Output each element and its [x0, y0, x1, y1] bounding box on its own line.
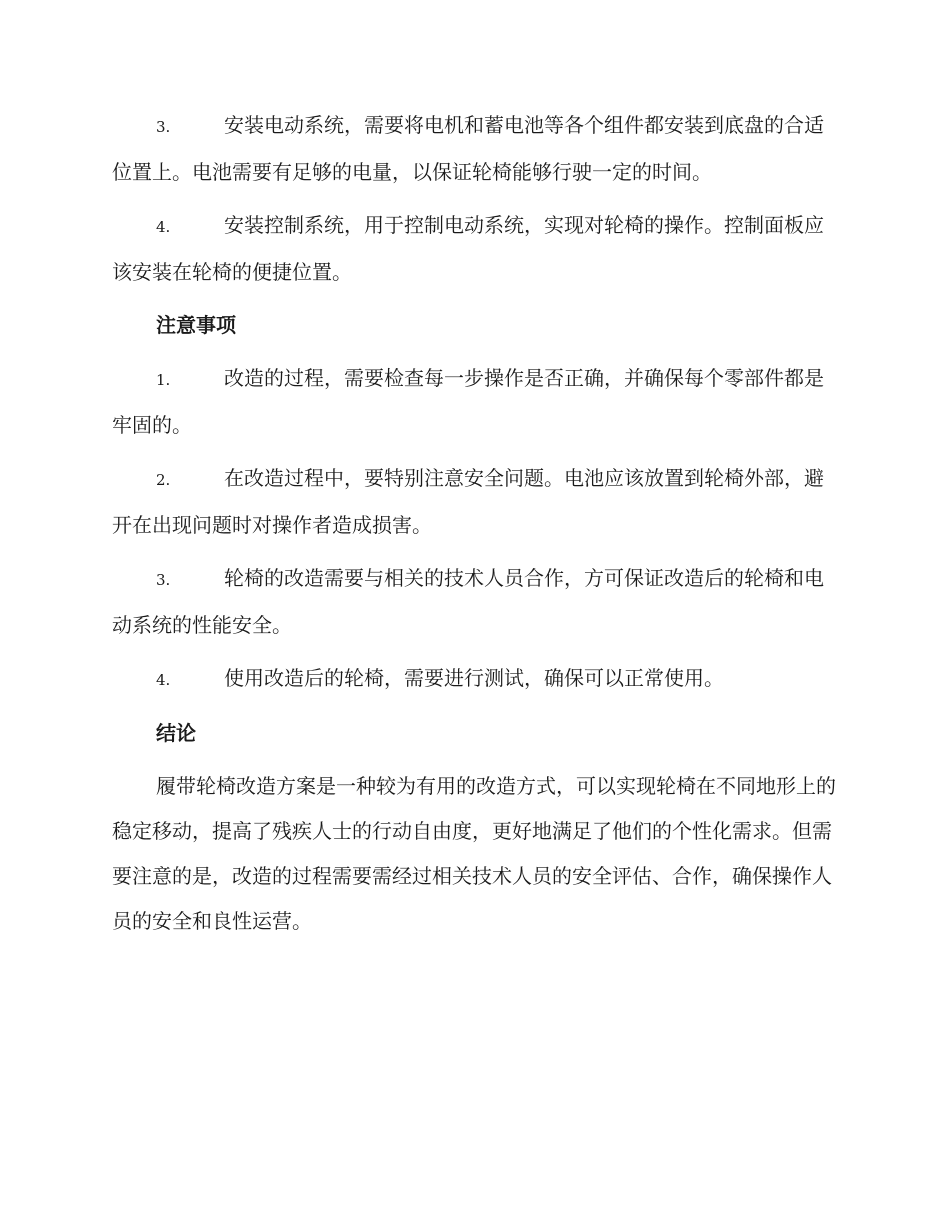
step-number: 3.	[156, 118, 171, 136]
note-text: 使用改造后的轮椅，需要进行测试，确保可以正常使用。	[224, 666, 724, 690]
step-item	[112, 203, 838, 295]
note-text: 改造的过程，需要检查每一步操作是否正确，并确保每个零部件都是牢固的。	[112, 366, 824, 437]
step-item	[112, 103, 838, 195]
note-number: 2.	[156, 471, 171, 489]
document-body	[112, 103, 838, 944]
note-number: 4.	[156, 671, 171, 689]
conclusion-paragraph: 履带轮椅改造方案是一种较为有用的改造方式，可以实现轮椅在不同地形上的稳定移动，提高了残疾人士的行动自由度，更好地满足了他们的个性化需求。但需要注意的是，改造的过程需要需经过相关技术人员的安全评估、合作，确保操作人员的安全和良性运营。	[112, 774, 836, 933]
notes-heading: 注意事项	[156, 313, 236, 337]
note-item	[112, 556, 838, 648]
note-item	[112, 656, 838, 703]
note-text: 轮椅的改造需要与相关的技术人员合作，方可保证改造后的轮椅和电动系统的性能安全。	[112, 566, 824, 637]
note-item	[112, 456, 838, 548]
note-number: 3.	[156, 571, 171, 589]
conclusion-heading: 结论	[156, 721, 196, 745]
step-text: 安装电动系统，需要将电机和蓄电池等各个组件都安装到底盘的合适位置上。电池需要有足够的电量，以保证轮椅能够行驶一定的时间。	[112, 113, 824, 184]
step-text: 安装控制系统，用于控制电动系统，实现对轮椅的操作。控制面板应该安装在轮椅的便捷位置。	[112, 213, 824, 284]
step-number: 4.	[156, 218, 171, 236]
note-item	[112, 356, 838, 448]
note-text: 在改造过程中，要特别注意安全问题。电池应该放置到轮椅外部，避开在出现问题时对操作者造成损害。	[112, 466, 824, 537]
note-number: 1.	[156, 371, 171, 389]
